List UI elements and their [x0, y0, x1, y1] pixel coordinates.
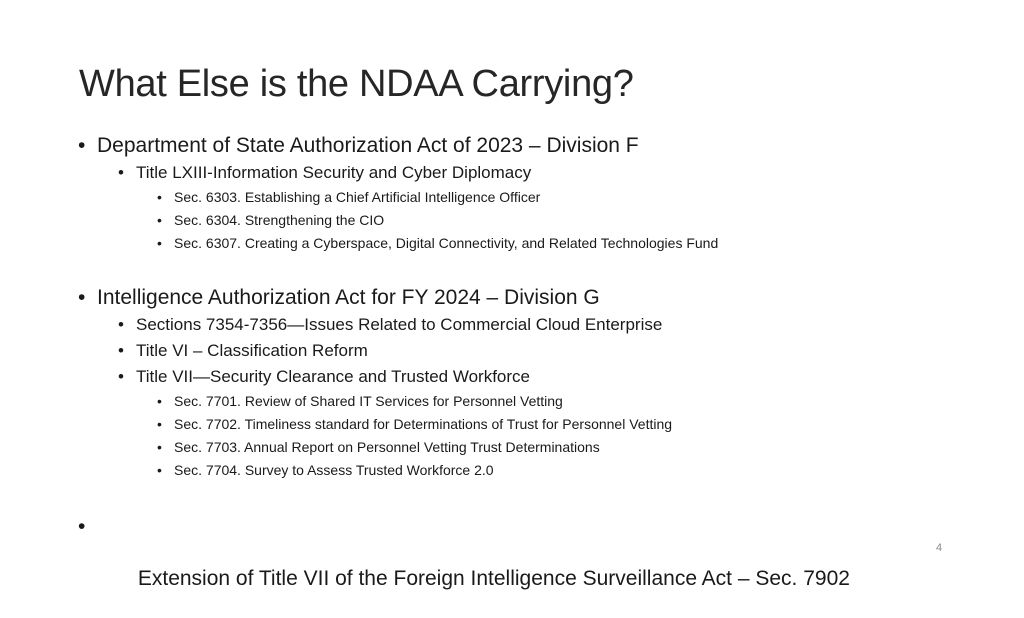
bullet-dot: •: [157, 462, 162, 478]
bullet-text: Extension of Title VII of the Foreign Intelligence Surveillance Act – Sec. 7902: [132, 567, 850, 590]
bullet-dot: •: [157, 439, 162, 455]
bullet-dot: •: [157, 416, 162, 432]
bullet-text: Title VII—Security Clearance and Trusted Workforce: [136, 367, 530, 386]
bullet-dot: •: [118, 341, 124, 360]
bullet-dot: •: [157, 212, 162, 228]
bullet-title-lxiii: [118, 162, 532, 184]
bullet-text: Sections 7354-7356—Issues Related to Commercial Cloud Enterprise: [136, 315, 663, 334]
bullet-dot: •: [157, 235, 162, 251]
bullet-sec-7703: [157, 438, 600, 456]
bullet-text: Intelligence Authorization Act for FY 2024 – Division G: [97, 286, 600, 309]
bullet-text: Sec. 6307. Creating a Cyberspace, Digital Connectivity, and Related Technologies Fund: [174, 235, 719, 251]
bullet-text: Sec. 7702. Timeliness standard for Determinations of Trust for Personnel Vetting: [174, 416, 673, 432]
bullet-dot: •: [118, 315, 124, 334]
bullet-text: Sec. 6304. Strengthening the CIO: [174, 212, 385, 228]
bullet-sec-7704: [157, 461, 494, 479]
bullet-text: Title VI – Classification Reform: [136, 341, 368, 360]
bullet-dot: •: [118, 163, 124, 182]
bullet-title-vii: [118, 366, 530, 388]
bullet-dot: •: [78, 134, 86, 157]
page-number: 4: [936, 542, 943, 554]
bullet-sec-6303: [157, 188, 541, 206]
bullet-sec-7702: [157, 415, 673, 433]
bullet-dot: •: [118, 367, 124, 386]
bullet-sec-6307: [157, 234, 719, 252]
bullet-sec-6304: [157, 211, 385, 229]
bullet-text: Title LXIII-Information Security and Cyber Diplomacy: [136, 163, 532, 182]
bullet-dos-authorization-act: [78, 133, 639, 159]
bullet-text: Department of State Authorization Act of 2023 – Division F: [97, 134, 639, 157]
bullet-text: Sec. 7703. Annual Report on Personnel Vetting Trust Determinations: [174, 439, 600, 455]
bullet-title-vi: [118, 340, 368, 362]
bullet-dot: •: [78, 286, 86, 309]
bullet-dot: •: [78, 515, 86, 538]
bullet-sec-7701: [157, 392, 563, 410]
bullet-sections-7354-7356: [118, 314, 663, 336]
bullet-text: Sec. 6303. Establishing a Chief Artificial Intelligence Officer: [174, 189, 541, 205]
slide-title: What Else is the NDAA Carrying?: [79, 63, 634, 105]
bullet-fisa-extension: [78, 514, 850, 618]
bullet-dot: •: [157, 393, 162, 409]
bullet-text: Sec. 7701. Review of Shared IT Services for Personnel Vetting: [174, 393, 563, 409]
bullet-dot: •: [157, 189, 162, 205]
bullet-intelligence-authorization-act: [78, 285, 600, 311]
bullet-text: Sec. 7704. Survey to Assess Trusted Workforce 2.0: [174, 462, 494, 478]
